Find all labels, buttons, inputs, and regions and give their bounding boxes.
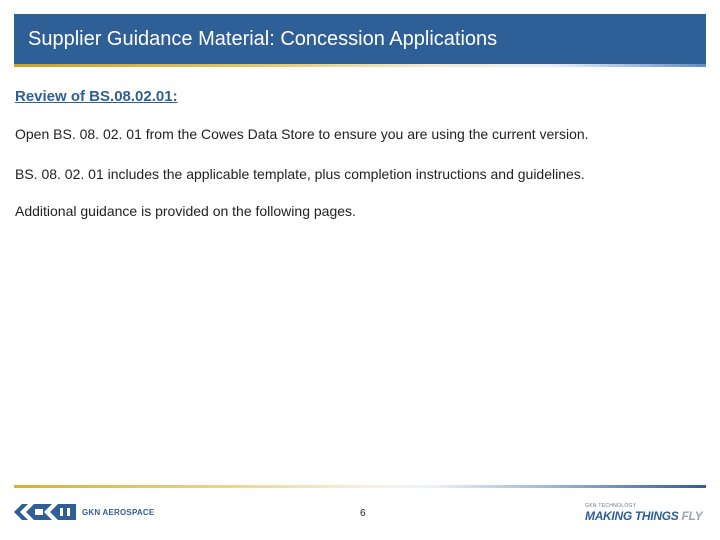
paragraph-template-contents: BS. 08. 02. 01 includes the applicable template, plus completion instructions and guidelines. (15, 166, 585, 182)
tagline (585, 509, 702, 523)
page-number: 6 (360, 508, 366, 519)
logo-text: GKN AEROSPACE (82, 508, 155, 517)
tagline-main: MAKING THINGS (585, 509, 679, 523)
tagline-small: GKN TECHNOLOGY (585, 503, 637, 509)
paragraph-additional-guidance: Additional guidance is provided on the following pages. (15, 203, 356, 219)
section-heading: Review of BS.08.02.01: (15, 88, 178, 105)
paragraph-open-document: Open BS. 08. 02. 01 from the Cowes Data Store to ensure you are using the current version. (15, 126, 589, 142)
tagline-accent: FLY (681, 509, 703, 523)
gkn-logo-icon (14, 502, 76, 522)
header-divider (14, 64, 706, 67)
footer-divider (14, 485, 706, 488)
page-title: Supplier Guidance Material: Concession Applications (28, 28, 498, 50)
